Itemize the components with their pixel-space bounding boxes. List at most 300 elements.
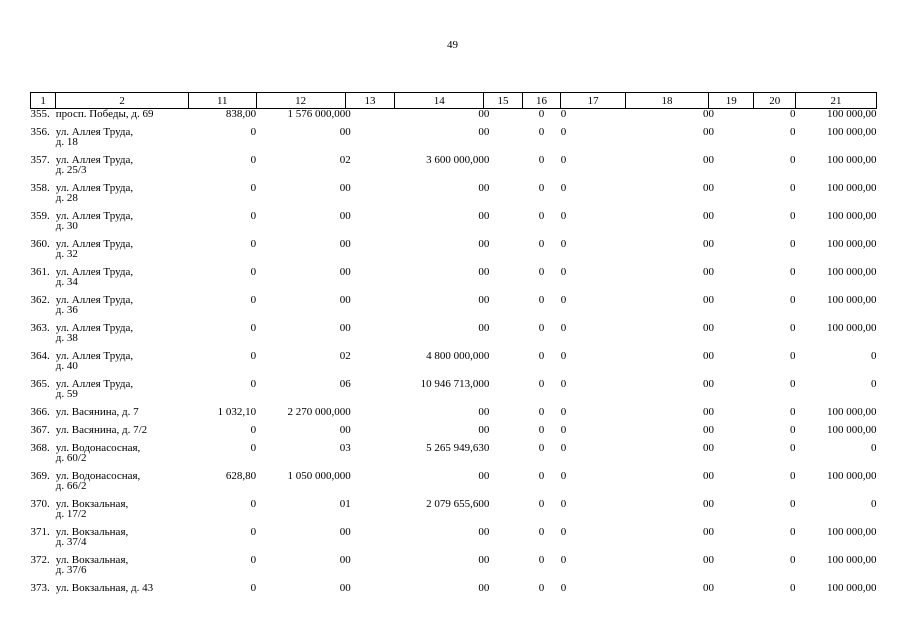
column-header: 2 <box>56 93 189 109</box>
cell-col-19: 0 <box>708 442 714 454</box>
cell-col-12: 0 <box>339 154 346 166</box>
table-row <box>31 109 877 128</box>
cell-col-21: 100 000,00 <box>827 470 877 482</box>
cell-col-16: 0 <box>538 322 545 334</box>
cell-col-17: 0 <box>560 350 567 362</box>
cell-col-19: 0 <box>708 182 714 194</box>
row-number: 370. <box>30 498 50 510</box>
cell-col-18: 0 <box>702 350 709 362</box>
cell-col-20: 0 <box>789 154 796 166</box>
cell-col-19: 0 <box>708 582 714 594</box>
cell-col-14: 0 <box>478 470 484 482</box>
cell-col-20: 0 <box>789 378 796 390</box>
cell-col-21: 100 000,00 <box>827 294 877 306</box>
address-line: ул. Аллея Труда, <box>55 210 134 222</box>
table-row <box>31 499 877 527</box>
cell-col-17: 0 <box>560 210 567 222</box>
table-row <box>31 323 877 351</box>
address-line: ул. Аллея Труда, <box>55 294 134 306</box>
cell-col-14: 10 946 713,00 <box>420 378 484 390</box>
cell-col-13: 6 <box>345 378 351 390</box>
row-number: 358. <box>30 182 50 194</box>
address-house: д. 25/3 <box>55 164 87 176</box>
cell-col-16: 0 <box>538 526 545 538</box>
cell-col-17: 0 <box>560 108 567 120</box>
cell-col-16: 0 <box>538 350 545 362</box>
column-header: 11 <box>188 93 256 109</box>
cell-col-21: 100 000,00 <box>827 238 877 250</box>
cell-col-14: 3 600 000,00 <box>426 154 484 166</box>
cell-col-15: 0 <box>483 498 490 510</box>
row-number: 365. <box>30 378 50 390</box>
cell-col-11: 0 <box>250 238 257 250</box>
cell-col-12: 1 576 000,00 <box>287 108 346 120</box>
row-number: 357. <box>30 154 50 166</box>
address-cell <box>56 155 189 183</box>
cell-col-13: 2 <box>345 350 351 362</box>
cell-col-12: 0 <box>339 294 346 306</box>
address-house: д. 66/2 <box>55 480 87 492</box>
cell-col-16: 0 <box>538 210 545 222</box>
address-line: ул. Аллея Труда, <box>55 350 134 362</box>
cell-col-20: 0 <box>789 498 796 510</box>
row-number: 372. <box>30 554 50 566</box>
cell-col-11: 0 <box>250 126 257 138</box>
cell-col-15: 0 <box>483 108 490 120</box>
cell-col-16: 0 <box>538 470 545 482</box>
cell-col-15: 0 <box>483 406 490 418</box>
table-row <box>31 183 877 211</box>
address-cell <box>56 499 189 527</box>
address-cell <box>56 211 189 239</box>
cell-col-20: 0 <box>789 470 796 482</box>
cell-col-21: 100 000,00 <box>827 582 877 594</box>
cell-col-12: 2 270 000,00 <box>287 406 346 418</box>
cell-col-15: 0 <box>483 294 490 306</box>
cell-col-18: 0 <box>702 238 709 250</box>
cell-col-19: 0 <box>708 294 714 306</box>
cell-col-11: 0 <box>250 554 257 566</box>
cell-col-19: 0 <box>708 554 714 566</box>
cell-col-19: 0 <box>708 322 714 334</box>
cell-col-12: 0 <box>339 442 346 454</box>
address-cell <box>56 183 189 211</box>
cell-col-12: 0 <box>339 526 346 538</box>
address-cell <box>56 527 189 555</box>
cell-col-15: 0 <box>483 442 490 454</box>
cell-col-20: 0 <box>789 582 796 594</box>
row-number: 369. <box>30 470 50 482</box>
cell-col-16: 0 <box>538 238 545 250</box>
cell-col-11: 0 <box>250 498 257 510</box>
cell-col-12: 0 <box>339 322 346 334</box>
cell-col-19: 0 <box>708 266 714 278</box>
row-number: 363. <box>30 322 50 334</box>
address-line: ул. Аллея Труда, <box>55 266 134 278</box>
cell-col-19: 0 <box>708 350 714 362</box>
cell-col-14: 0 <box>478 424 484 436</box>
cell-col-18: 0 <box>702 210 709 222</box>
cell-col-21: 0 <box>871 442 877 454</box>
cell-col-13: 0 <box>345 266 351 278</box>
cell-col-19: 0 <box>708 406 714 418</box>
cell-col-13: 0 <box>345 108 351 120</box>
cell-col-12: 0 <box>339 210 346 222</box>
cell-col-13: 3 <box>345 442 351 454</box>
cell-col-20: 0 <box>789 424 796 436</box>
cell-col-21: 100 000,00 <box>827 266 877 278</box>
column-header: 12 <box>256 93 345 109</box>
cell-col-12: 0 <box>339 498 346 510</box>
cell-col-17: 0 <box>560 406 567 418</box>
cell-col-16: 0 <box>538 182 545 194</box>
cell-col-21: 100 000,00 <box>827 406 877 418</box>
address-cell <box>56 295 189 323</box>
cell-col-20: 0 <box>789 442 796 454</box>
column-header: 13 <box>345 93 395 109</box>
cell-col-13: 0 <box>345 322 351 334</box>
cell-col-18: 0 <box>702 182 709 194</box>
cell-col-18: 0 <box>702 424 709 436</box>
cell-col-21: 0 <box>871 498 877 510</box>
address-cell <box>56 443 189 471</box>
cell-col-21: 100 000,00 <box>827 210 877 222</box>
cell-col-21: 0 <box>871 378 877 390</box>
cell-col-16: 0 <box>538 554 545 566</box>
cell-col-19: 0 <box>708 470 714 482</box>
cell-col-12: 0 <box>339 182 346 194</box>
cell-col-13: 0 <box>345 126 351 138</box>
address-cell <box>56 267 189 295</box>
cell-col-21: 100 000,00 <box>827 126 877 138</box>
table-row <box>31 155 877 183</box>
cell-col-15: 0 <box>483 350 490 362</box>
address-house: д. 37/6 <box>55 564 87 576</box>
column-header: 18 <box>625 93 708 109</box>
cell-col-20: 0 <box>789 108 796 120</box>
cell-col-15: 0 <box>483 554 490 566</box>
address-line: ул. Водонасосная, <box>55 470 141 482</box>
cell-col-15: 0 <box>483 266 490 278</box>
cell-col-19: 0 <box>708 210 714 222</box>
cell-col-14: 0 <box>478 554 484 566</box>
cell-col-15: 0 <box>483 322 490 334</box>
table-row <box>31 443 877 471</box>
column-header: 1 <box>31 93 56 109</box>
cell-col-16: 0 <box>538 126 545 138</box>
table-row <box>31 239 877 267</box>
cell-col-14: 0 <box>478 108 484 120</box>
cell-col-14: 0 <box>478 322 484 334</box>
table-row <box>31 351 877 379</box>
address-line: ул. Аллея Труда, <box>55 182 134 194</box>
cell-col-17: 0 <box>560 154 567 166</box>
cell-col-20: 0 <box>789 526 796 538</box>
address-line: ул. Вокзальная, д. 43 <box>55 582 154 594</box>
cell-col-15: 0 <box>483 378 490 390</box>
cell-col-11: 0 <box>250 526 257 538</box>
cell-col-21: 100 000,00 <box>827 526 877 538</box>
address-cell <box>56 471 189 499</box>
cell-col-18: 0 <box>702 442 709 454</box>
cell-col-11: 0 <box>250 322 257 334</box>
cell-col-20: 0 <box>789 406 796 418</box>
cell-col-14: 0 <box>478 126 484 138</box>
cell-col-11: 838,00 <box>225 108 257 120</box>
cell-col-17: 0 <box>560 442 567 454</box>
cell-col-14: 0 <box>478 294 484 306</box>
cell-col-20: 0 <box>789 126 796 138</box>
cell-col-17: 0 <box>560 470 567 482</box>
row-number: 364. <box>30 350 50 362</box>
cell-col-20: 0 <box>789 210 796 222</box>
row-number: 362. <box>30 294 50 306</box>
cell-col-13: 2 <box>345 154 351 166</box>
cell-col-19: 0 <box>708 126 714 138</box>
address-house: д. 37/4 <box>55 536 87 548</box>
cell-col-15: 0 <box>483 582 490 594</box>
table-row <box>31 583 877 601</box>
address-cell <box>56 407 189 425</box>
cell-col-14: 2 079 655,60 <box>426 498 484 510</box>
data-table <box>30 92 877 601</box>
row-number: 360. <box>30 238 50 250</box>
cell-col-11: 0 <box>250 350 257 362</box>
cell-col-18: 0 <box>702 266 709 278</box>
cell-col-15: 0 <box>483 210 490 222</box>
cell-col-13: 0 <box>345 294 351 306</box>
cell-col-21: 100 000,00 <box>827 554 877 566</box>
cell-col-11: 0 <box>250 442 257 454</box>
address-house: д. 30 <box>55 220 78 232</box>
address-line: просп. Победы, д. 69 <box>55 108 154 120</box>
cell-col-17: 0 <box>560 294 567 306</box>
cell-col-19: 0 <box>708 238 714 250</box>
cell-col-15: 0 <box>483 126 490 138</box>
column-header: 14 <box>395 93 484 109</box>
cell-col-13: 0 <box>345 526 351 538</box>
cell-col-11: 0 <box>250 266 257 278</box>
table-row <box>31 407 877 425</box>
cell-col-19: 0 <box>708 526 714 538</box>
address-cell <box>56 425 189 443</box>
cell-col-12: 1 050 000,00 <box>287 470 346 482</box>
cell-col-17: 0 <box>560 378 567 390</box>
cell-col-18: 0 <box>702 126 709 138</box>
address-house: д. 17/2 <box>55 508 87 520</box>
cell-col-16: 0 <box>538 498 545 510</box>
address-cell <box>56 555 189 583</box>
cell-col-13: 0 <box>345 424 351 436</box>
cell-col-12: 0 <box>339 266 346 278</box>
cell-col-17: 0 <box>560 424 567 436</box>
address-house: д. 40 <box>55 360 78 372</box>
cell-col-16: 0 <box>538 154 545 166</box>
cell-col-14: 0 <box>478 526 484 538</box>
cell-col-20: 0 <box>789 294 796 306</box>
cell-col-20: 0 <box>789 182 796 194</box>
page-number: 49 <box>447 39 458 51</box>
cell-col-16: 0 <box>538 582 545 594</box>
cell-col-21: 100 000,00 <box>827 424 877 436</box>
table-row <box>31 425 877 443</box>
cell-col-17: 0 <box>560 554 567 566</box>
cell-col-18: 0 <box>702 498 709 510</box>
cell-col-15: 0 <box>483 238 490 250</box>
table-row <box>31 295 877 323</box>
address-house: д. 28 <box>55 192 78 204</box>
address-house: д. 38 <box>55 332 78 344</box>
address-house: д. 32 <box>55 248 78 260</box>
address-line: ул. Васянина, д. 7/2 <box>55 424 148 436</box>
cell-col-18: 0 <box>702 526 709 538</box>
header-row <box>31 93 877 109</box>
cell-col-19: 0 <box>708 378 714 390</box>
cell-col-19: 0 <box>708 498 714 510</box>
cell-col-20: 0 <box>789 322 796 334</box>
address-line: ул. Аллея Труда, <box>55 126 134 138</box>
table-row <box>31 267 877 295</box>
cell-col-18: 0 <box>702 554 709 566</box>
cell-col-12: 0 <box>339 378 346 390</box>
table-row <box>31 211 877 239</box>
cell-col-12: 0 <box>339 424 346 436</box>
cell-col-21: 0 <box>871 350 877 362</box>
row-number: 371. <box>30 526 50 538</box>
address-house: д. 59 <box>55 388 78 400</box>
cell-col-13: 0 <box>345 554 351 566</box>
cell-col-19: 0 <box>708 154 714 166</box>
cell-col-16: 0 <box>538 406 545 418</box>
cell-col-15: 0 <box>483 470 490 482</box>
address-cell <box>56 239 189 267</box>
cell-col-13: 0 <box>345 406 351 418</box>
address-line: ул. Аллея Труда, <box>55 238 134 250</box>
cell-col-18: 0 <box>702 378 709 390</box>
table-row <box>31 127 877 155</box>
column-header: 20 <box>754 93 795 109</box>
row-number: 355. <box>30 108 50 120</box>
cell-col-14: 4 800 000,00 <box>426 350 484 362</box>
row-number: 356. <box>30 126 50 138</box>
cell-col-21: 100 000,00 <box>827 154 877 166</box>
cell-col-20: 0 <box>789 554 796 566</box>
cell-col-17: 0 <box>560 126 567 138</box>
cell-col-15: 0 <box>483 182 490 194</box>
cell-col-11: 0 <box>250 210 257 222</box>
cell-col-20: 0 <box>789 238 796 250</box>
address-cell <box>56 351 189 379</box>
cell-col-11: 1 032,10 <box>217 406 257 418</box>
cell-col-12: 0 <box>339 554 346 566</box>
cell-col-13: 0 <box>345 582 351 594</box>
address-line: ул. Васянина, д. 7 <box>55 406 139 418</box>
cell-col-20: 0 <box>789 350 796 362</box>
address-line: ул. Аллея Труда, <box>55 154 134 166</box>
cell-col-18: 0 <box>702 108 709 120</box>
cell-col-12: 0 <box>339 582 346 594</box>
cell-col-14: 0 <box>478 266 484 278</box>
address-house: д. 34 <box>55 276 78 288</box>
column-header: 17 <box>561 93 626 109</box>
cell-col-16: 0 <box>538 294 545 306</box>
cell-col-12: 0 <box>339 126 346 138</box>
address-house: д. 18 <box>55 136 78 148</box>
cell-col-14: 0 <box>478 210 484 222</box>
cell-col-21: 100 000,00 <box>827 322 877 334</box>
cell-col-14: 0 <box>478 182 484 194</box>
column-header: 16 <box>522 93 560 109</box>
cell-col-11: 0 <box>250 154 257 166</box>
address-cell <box>56 583 189 601</box>
cell-col-18: 0 <box>702 470 709 482</box>
cell-col-13: 0 <box>345 238 351 250</box>
cell-col-13: 0 <box>345 210 351 222</box>
cell-col-18: 0 <box>702 582 709 594</box>
row-number: 359. <box>30 210 50 222</box>
cell-col-16: 0 <box>538 108 545 120</box>
cell-col-11: 0 <box>250 582 257 594</box>
cell-col-12: 0 <box>339 350 346 362</box>
cell-col-15: 0 <box>483 424 490 436</box>
cell-col-13: 1 <box>345 498 351 510</box>
row-number: 366. <box>30 406 50 418</box>
row-number: 373. <box>30 582 50 594</box>
table-row <box>31 555 877 583</box>
cell-col-11: 0 <box>250 294 257 306</box>
address-line: ул. Водонасосная, <box>55 442 141 454</box>
table-row <box>31 527 877 555</box>
column-header: 15 <box>484 93 522 109</box>
row-number: 367. <box>30 424 50 436</box>
cell-col-17: 0 <box>560 182 567 194</box>
cell-col-13: 0 <box>345 182 351 194</box>
cell-col-16: 0 <box>538 442 545 454</box>
cell-col-16: 0 <box>538 378 545 390</box>
cell-col-16: 0 <box>538 266 545 278</box>
cell-col-12: 0 <box>339 238 346 250</box>
column-header: 19 <box>708 93 754 109</box>
address-line: ул. Вокзальная, <box>55 498 129 510</box>
address-cell <box>56 127 189 155</box>
cell-col-11: 0 <box>250 424 257 436</box>
cell-col-17: 0 <box>560 582 567 594</box>
cell-col-18: 0 <box>702 154 709 166</box>
address-cell <box>56 379 189 407</box>
cell-col-14: 0 <box>478 406 484 418</box>
address-cell <box>56 323 189 351</box>
cell-col-14: 5 265 949,63 <box>426 442 484 454</box>
row-number: 361. <box>30 266 50 278</box>
address-line: ул. Аллея Труда, <box>55 322 134 334</box>
cell-col-11: 0 <box>250 378 257 390</box>
cell-col-17: 0 <box>560 526 567 538</box>
address-line: ул. Аллея Труда, <box>55 378 134 390</box>
cell-col-21: 100 000,00 <box>827 108 877 120</box>
cell-col-17: 0 <box>560 322 567 334</box>
address-house: д. 60/2 <box>55 452 87 464</box>
address-cell <box>56 109 189 128</box>
cell-col-17: 0 <box>560 498 567 510</box>
table-row <box>31 379 877 407</box>
cell-col-18: 0 <box>702 294 709 306</box>
cell-col-17: 0 <box>560 266 567 278</box>
address-house: д. 36 <box>55 304 78 316</box>
cell-col-15: 0 <box>483 154 490 166</box>
cell-col-13: 0 <box>345 470 351 482</box>
cell-col-11: 0 <box>250 182 257 194</box>
address-line: ул. Вокзальная, <box>55 554 129 566</box>
